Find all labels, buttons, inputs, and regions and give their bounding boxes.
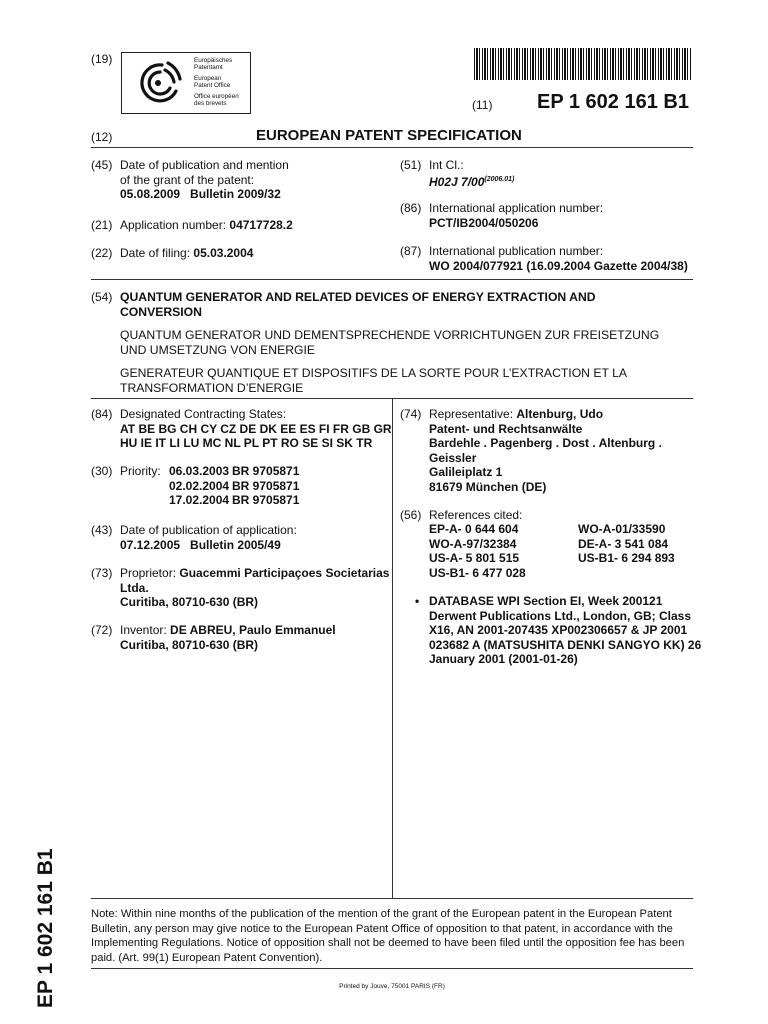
intl-pub-label: International publication number:: [429, 244, 604, 258]
logo-line-6: des brevets: [194, 100, 227, 107]
database-line: January 2001 (2001-01-26): [429, 652, 578, 666]
title-en-2: CONVERSION: [120, 304, 202, 319]
divider: [91, 968, 693, 969]
app-pub-value: 07.12.2005 Bulletin 2005/49: [120, 537, 281, 552]
app-number-value: 04717728.2: [229, 218, 293, 232]
title-fr-2: TRANSFORMATION D’ENERGIE: [120, 380, 304, 395]
representative-line: Bardehle . Pagenberg . Dost . Altenburg .: [429, 436, 662, 450]
divider: [91, 147, 693, 148]
inventor-label: Inventor:: [120, 623, 167, 637]
note-line: Bulletin, any person may give notice to the European Patent Office of opposition to that patent, in accordance with the: [91, 922, 673, 935]
intl-publication: [429, 244, 688, 273]
states-line-2: HU IE IT LI LU MC NL PL PT RO SE SI SK TR: [120, 436, 373, 450]
filing-value: 05.03.2004: [193, 246, 254, 260]
code-45: (45): [91, 158, 113, 172]
filing-label: Date of filing:: [120, 246, 191, 260]
title-fr-1: GENERATEUR QUANTIQUE ET DISPOSITIFS DE LA SORTE POUR L’EXTRACTION ET LA: [120, 366, 628, 380]
side-document-number: EP 1 602 161 B1: [34, 848, 57, 1008]
representative-name: Altenburg, Udo: [516, 407, 604, 421]
code-19: (19): [91, 52, 113, 66]
code-56: (56): [400, 508, 422, 522]
database-line: 023682 A (MATSUSHITA DENKI SANGYO KK) 26: [429, 637, 702, 652]
inventor-name: DE ABREU, Paulo Emmanuel: [170, 623, 336, 637]
references-cited: [429, 508, 522, 523]
int-cl-version: (2006.01): [484, 175, 515, 183]
references-left: [429, 522, 526, 580]
application-number: [120, 218, 293, 233]
code-87: (87): [400, 244, 422, 258]
priority-number: BR 9705871: [232, 464, 300, 478]
printer-line: Printed by Jouve, 75001 PARIS (FR): [339, 983, 445, 990]
app-pub-label: Date of publication of application:: [120, 523, 297, 537]
code-43: (43): [91, 523, 113, 537]
logo-line-1: Europäisches: [194, 57, 233, 64]
priority-number: BR 9705871: [232, 478, 300, 493]
representative-line: Galileiplatz 1: [429, 465, 503, 479]
code-73: (73): [91, 566, 113, 580]
priority-number: BR 9705871: [232, 493, 300, 507]
code-22: (22): [91, 246, 113, 260]
priority-label: Priority:: [120, 464, 161, 478]
code-51: (51): [400, 158, 422, 172]
priority-date: 02.02.2004: [169, 478, 230, 493]
code-21: (21): [91, 218, 113, 232]
database-line: X16, AN 2001-207435 XP002306657 & JP 2001: [429, 623, 688, 637]
reference-item: WO-A-01/33590: [578, 522, 666, 536]
title-block: [120, 290, 700, 395]
reference-item: WO-A-97/32384: [429, 536, 517, 551]
proprietor-label: Proprietor:: [120, 566, 177, 580]
reference-item: US-A- 5 801 515: [429, 551, 520, 565]
int-cl-label: Int Cl.:: [429, 158, 464, 172]
references-right: [578, 522, 675, 566]
title-de-2: UND UMSETZUNG VON ENERGIE: [120, 342, 316, 357]
intl-pub-value: WO 2004/077921 (16.09.2004 Gazette 2004/38): [429, 258, 688, 273]
proprietor: [120, 566, 389, 610]
title-de-1: QUANTUM GENERATOR UND DEMENTSPRECHENDE VORRICHTUNGEN ZUR FREISETZUNG: [120, 328, 660, 342]
app-number-label: Application number:: [120, 218, 227, 232]
priority-row: [169, 464, 299, 479]
designated-states: [120, 407, 392, 451]
proprietor-address: Curitiba, 80710-630 (BR): [120, 595, 259, 609]
publication-grant: [120, 158, 289, 202]
priority-date: 06.03.2003: [169, 464, 230, 478]
logo-line-3: European: [194, 75, 222, 82]
divider: [91, 279, 693, 280]
filing-date: [120, 246, 253, 261]
proprietor-name: Guacemmi Participaçoes Societarias: [179, 566, 390, 580]
application-publication: [120, 523, 297, 552]
representative: [429, 407, 662, 494]
pub-grant-label-1: Date of publication and mention: [120, 158, 289, 172]
proprietor-name-2: Ltda.: [120, 580, 149, 595]
epo-logo: [121, 52, 251, 114]
title-en-1: QUANTUM GENERATOR AND RELATED DEVICES OF ENERGY EXTRACTION AND: [120, 290, 596, 304]
states-label: Designated Contracting States:: [120, 407, 287, 421]
reference-item: EP-A- 0 644 604: [429, 522, 519, 536]
priority-date: 17.02.2004: [169, 493, 230, 507]
code-84: (84): [91, 407, 113, 421]
code-30: (30): [91, 464, 113, 478]
document-type: EUROPEAN PATENT SPECIFICATION: [256, 127, 522, 144]
inventor: [120, 623, 336, 652]
database-reference: [429, 594, 701, 667]
note-line: Implementing Regulations. Notice of opposition shall not be deemed to have been filed until the opposition fee has been: [91, 937, 685, 949]
states-line-1: AT BE BG CH CY CZ DE DK EE ES FI FR GB GR: [120, 421, 392, 436]
bullet: •: [415, 594, 420, 608]
pub-grant-value: 05.08.2009 Bulletin 2009/32: [120, 187, 281, 201]
logo-line-2: Patentamt: [194, 64, 223, 71]
intl-app-label: International application number:: [429, 201, 604, 215]
code-74: (74): [400, 407, 422, 421]
intl-application: [429, 201, 603, 230]
code-72: (72): [91, 623, 113, 637]
note-line: paid. (Art. 99(1) European Patent Convention).: [91, 951, 323, 964]
representative-label: Representative:: [429, 407, 514, 421]
logo-line-4: Patent Office: [194, 82, 231, 89]
priority-list: [169, 464, 299, 508]
barcode: [474, 48, 692, 80]
reference-item: DE-A- 3 541 084: [578, 536, 669, 551]
int-cl: [429, 158, 514, 189]
database-line: DATABASE WPI Section EI, Week 200121: [429, 594, 663, 608]
code-86: (86): [400, 201, 422, 215]
references-label: References cited:: [429, 508, 523, 522]
column-divider: [392, 398, 393, 898]
code-11: (11): [472, 98, 493, 112]
reference-item: US-B1- 6 294 893: [578, 551, 675, 565]
int-cl-code: H02J 7/00: [429, 174, 485, 189]
divider: [91, 898, 693, 899]
database-line: Derwent Publications Ltd., London, GB; Class: [429, 608, 692, 623]
priority-row: [169, 493, 299, 508]
representative-line: Geissler: [429, 450, 477, 465]
opposition-note: [91, 907, 684, 965]
document-number: EP 1 602 161 B1: [537, 91, 689, 113]
representative-line: 81679 München (DE): [429, 479, 547, 494]
intl-app-value: PCT/IB2004/050206: [429, 215, 539, 230]
note-line: Note: Within nine months of the publication of the mention of the grant of the European patent in the European Patent: [91, 908, 672, 920]
pub-grant-label-2: of the grant of the patent:: [120, 172, 255, 187]
reference-item: US-B1- 6 477 028: [429, 565, 526, 580]
representative-line: Patent- und Rechtsanwälte: [429, 421, 583, 436]
epo-logo-icon: [132, 57, 188, 109]
code-54: (54): [91, 290, 113, 304]
logo-line-5: Office européen: [194, 93, 239, 100]
inventor-address: Curitiba, 80710-630 (BR): [120, 637, 259, 652]
priority-row: [169, 479, 299, 494]
code-12: (12): [91, 130, 113, 144]
